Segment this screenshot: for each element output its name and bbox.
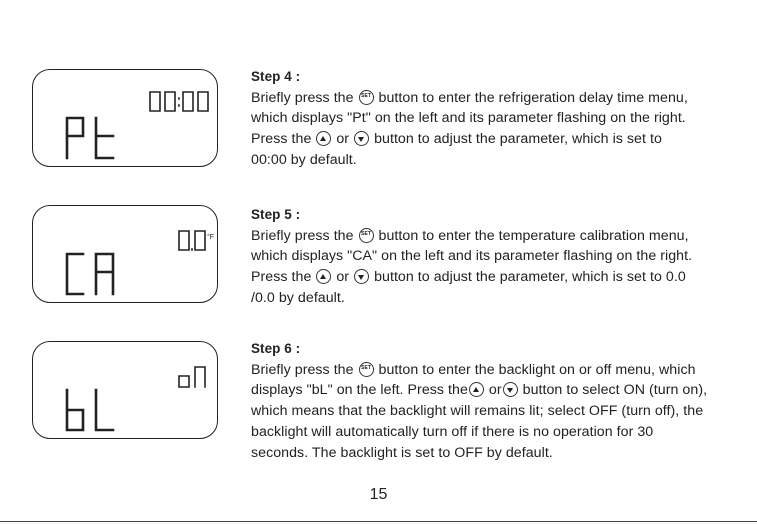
- step-5: [251, 205, 741, 309]
- lcd-segments-bl: [33, 342, 219, 440]
- set-button-icon: [359, 362, 374, 377]
- step-body: [251, 88, 741, 171]
- footer-rule: [0, 521, 757, 522]
- up-button-icon: [316, 131, 331, 146]
- step-text: or: [332, 269, 354, 286]
- step-text: 00:00 by default.: [251, 151, 357, 168]
- lcd-display-step4: [32, 69, 218, 167]
- step-text: button to select ON (turn on),: [518, 382, 708, 399]
- step-text: which displays "CA" on the left and its parameter flashing on the right.: [251, 248, 693, 265]
- step-text: Press the: [251, 131, 316, 148]
- step-line: [251, 129, 741, 150]
- step-text: Briefly press the: [251, 227, 358, 244]
- step-line: [251, 246, 741, 267]
- lcd-display-step5: [32, 205, 218, 303]
- step-line: [251, 443, 741, 464]
- step-text: button to enter the backlight on or off menu, which: [374, 361, 696, 378]
- step-text: which displays "Pt" on the left and its parameter flashing on the right.: [251, 110, 686, 127]
- up-button-icon: [469, 382, 484, 397]
- step-line: [251, 88, 741, 109]
- step-title: Step 4 :: [251, 69, 301, 84]
- step-title: Step 5 :: [251, 207, 301, 222]
- step-text: displays "bL" on the left. Press the: [251, 382, 468, 399]
- step-text: backlight will automatically turn off if there is no operation for 30: [251, 423, 654, 440]
- step-line: [251, 380, 741, 401]
- down-button-icon: [503, 382, 518, 397]
- step-line: [251, 226, 741, 247]
- step-6: [251, 339, 741, 463]
- step-line: [251, 267, 741, 288]
- step-text: button to enter the temperature calibration menu,: [374, 227, 689, 244]
- step-line: [251, 422, 741, 443]
- step-body: [251, 360, 741, 464]
- step-text: or: [484, 382, 502, 399]
- step-line: [251, 401, 741, 422]
- up-button-icon: [316, 269, 331, 284]
- page-number: 15: [369, 486, 388, 503]
- step-text: button to adjust the parameter, which is set to 0.0: [370, 269, 686, 286]
- step-text: seconds. The backlight is set to OFF by default.: [251, 444, 553, 461]
- step-text: Press the: [251, 269, 316, 286]
- step-body: [251, 226, 741, 309]
- step-text: /0.0 by default.: [251, 289, 345, 306]
- step-text: which means that the backlight will remains lit; select OFF (turn off), the: [251, 403, 704, 420]
- down-button-icon: [354, 131, 369, 146]
- step-text: Briefly press the: [251, 89, 358, 106]
- step-text: button to adjust the parameter, which is set to: [370, 131, 662, 148]
- step-line: [251, 150, 741, 171]
- step-line: [251, 360, 741, 381]
- set-button-icon: [359, 228, 374, 243]
- step-line: [251, 288, 741, 309]
- step-text: or: [332, 131, 354, 148]
- step-4: [251, 67, 741, 171]
- step-text: Briefly press the: [251, 361, 358, 378]
- step-title: Step 6 :: [251, 341, 301, 356]
- set-button-icon: [359, 90, 374, 105]
- lcd-segments-ca: [33, 206, 219, 304]
- lcd-display-step6: [32, 341, 218, 439]
- step-line: [251, 108, 741, 129]
- unit-label: °F: [207, 234, 215, 241]
- step-text: button to enter the refrigeration delay time menu,: [374, 89, 688, 106]
- down-button-icon: [354, 269, 369, 284]
- lcd-segments-pt: [33, 70, 219, 168]
